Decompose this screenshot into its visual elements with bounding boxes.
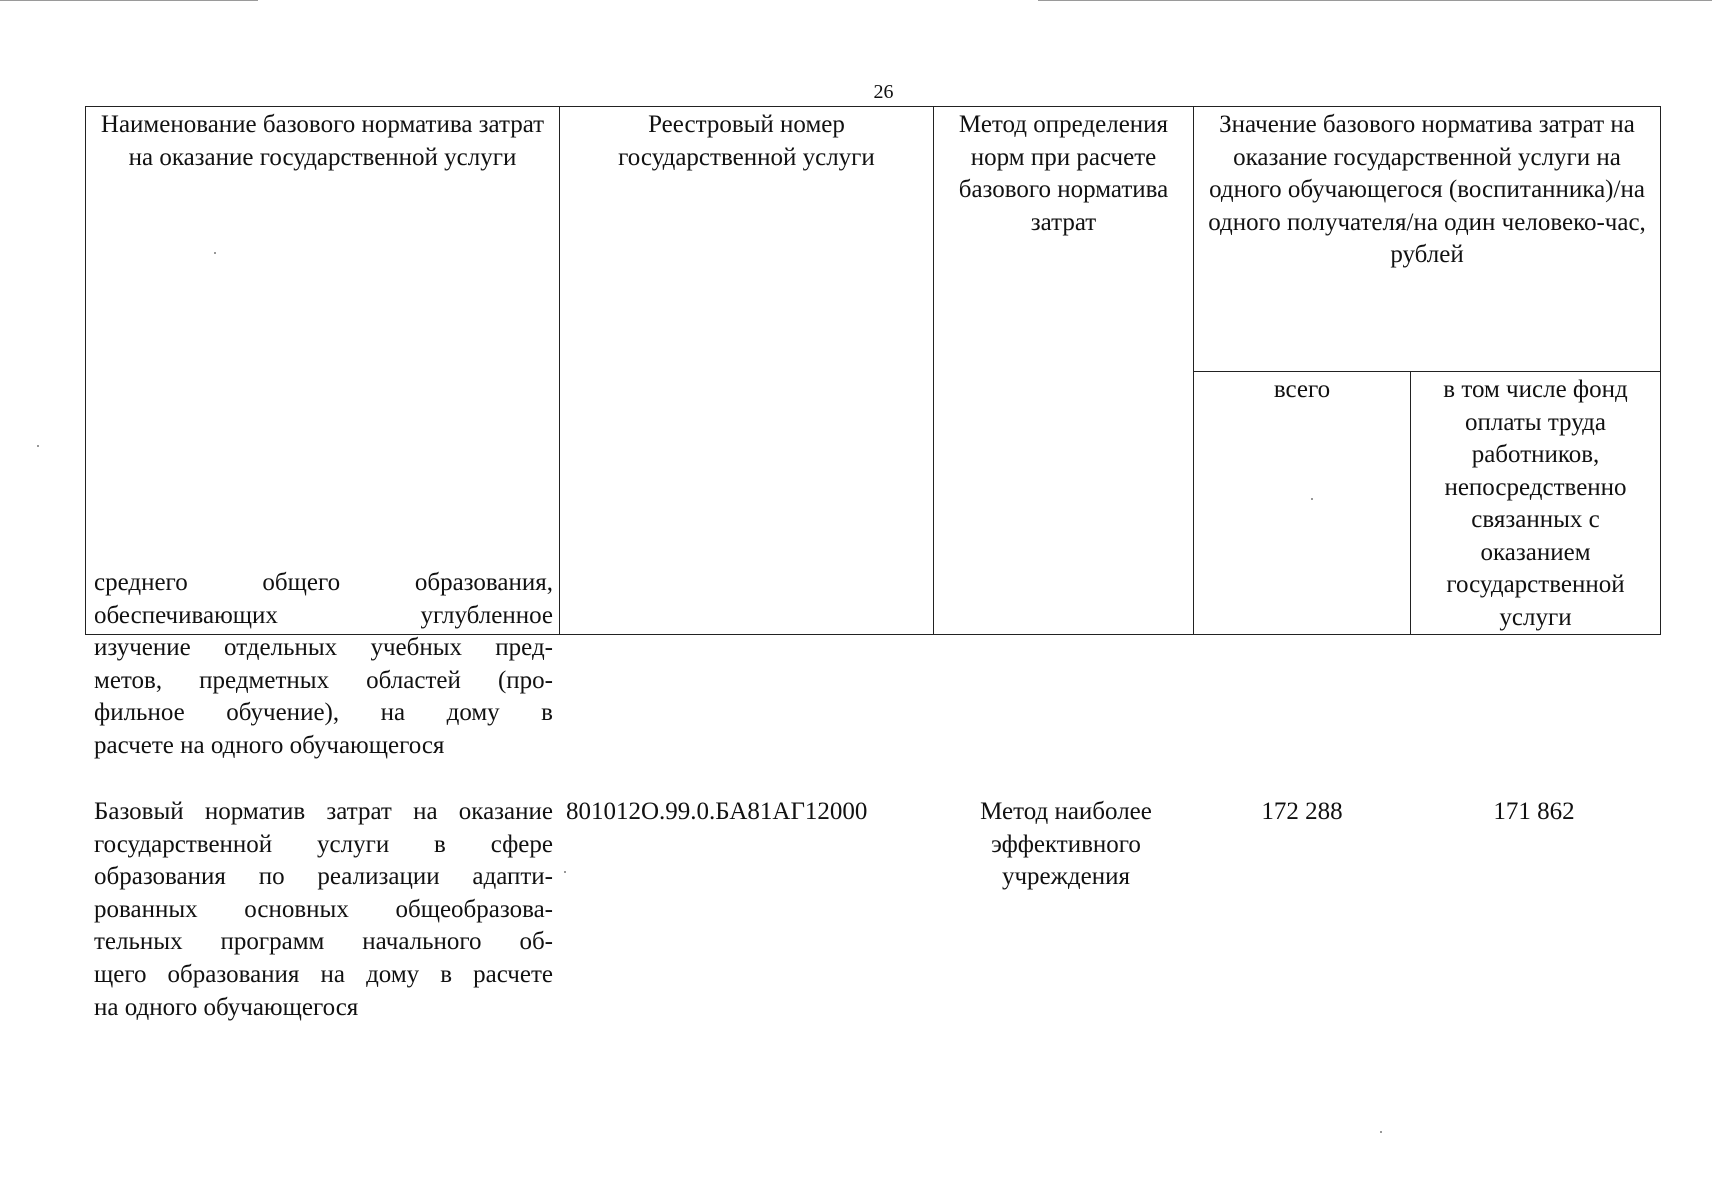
text-line: изучение отдельных учебных пред- bbox=[94, 634, 553, 662]
text-line: обеспечивающих углубленное bbox=[94, 601, 553, 629]
scan-speck bbox=[214, 252, 216, 254]
text-line: щего образования на дому в расчете bbox=[94, 960, 553, 988]
text-line: расчете на одного обучающегося bbox=[94, 731, 445, 759]
header-wage-fund-subcolumn: в том числе фонд оплаты труда работников, непосредственно связанных с оказанием государственной услуги bbox=[1411, 372, 1661, 635]
header-method-column: Метод определения норм при расчете базового норматива затрат bbox=[934, 107, 1194, 635]
method-cell: Метод наиболее эффективного учреждения bbox=[980, 798, 1152, 891]
header-total-subcolumn: всего bbox=[1194, 372, 1411, 635]
text-line: Базовый норматив затрат на оказание bbox=[94, 798, 553, 825]
service-name-cell bbox=[94, 567, 553, 763]
text-line: метов, предметных областей (про- bbox=[94, 666, 553, 694]
header-register-column: Реестровый номер государственной услуги bbox=[560, 107, 934, 635]
scan-speck bbox=[37, 445, 39, 447]
header-value-column: Значение базового норматива затрат на оказание государственной услуги на одного обучающегося (воспитанника)/на одного получателя/на один человеко-час, рублей bbox=[1194, 107, 1661, 372]
text-line: образования по реализации адапти- bbox=[94, 863, 553, 891]
text-line: рованных основных общеобразова- bbox=[94, 895, 553, 923]
scan-speck bbox=[564, 871, 566, 873]
scan-speck bbox=[1311, 498, 1313, 500]
text-line: фильное обучение), на дому в bbox=[94, 699, 553, 727]
header-name-column: Наименование базового норматива затрат на оказание государственной услуги bbox=[86, 107, 560, 635]
wage-fund-value-cell: 171 862 bbox=[1493, 798, 1575, 825]
text-line: государственной услуги в сфере bbox=[94, 830, 553, 858]
scan-edge-right bbox=[1038, 0, 1712, 1]
text-line: среднего общего образования, bbox=[94, 569, 553, 596]
cost-standard-table-header bbox=[85, 106, 1661, 635]
text-line: тельных программ начального об- bbox=[94, 928, 553, 956]
page-number: 26 bbox=[873, 81, 894, 103]
scan-edge-left bbox=[0, 0, 258, 1]
service-name-cell bbox=[94, 796, 553, 1024]
scan-speck bbox=[1380, 1131, 1382, 1133]
register-number-cell: 801012О.99.0.БА81АГ12000 bbox=[566, 798, 868, 825]
text-line: на одного обучающегося bbox=[94, 993, 359, 1021]
total-value-cell: 172 288 bbox=[1261, 798, 1343, 825]
